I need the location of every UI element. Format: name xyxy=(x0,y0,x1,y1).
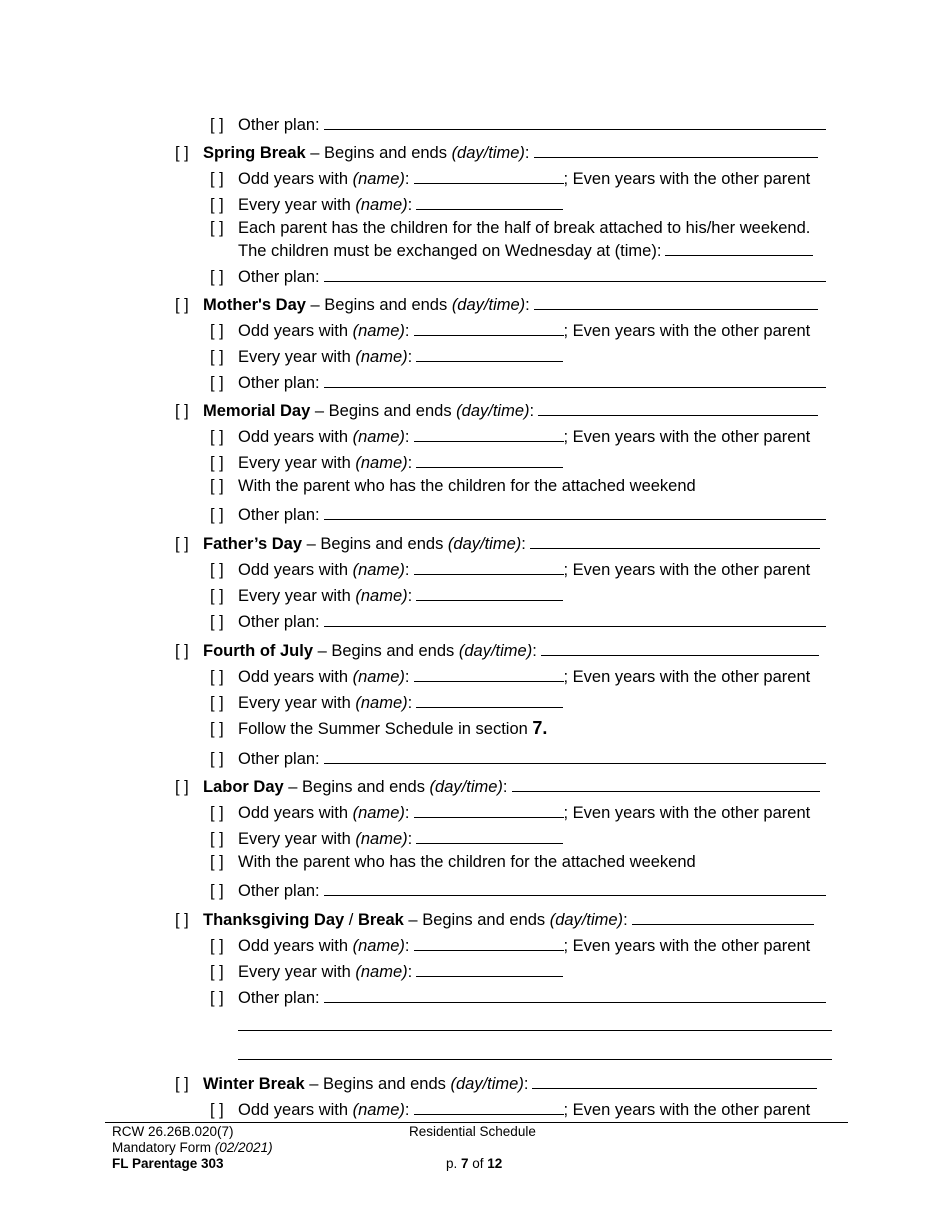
holiday-name: Labor Day xyxy=(203,778,284,796)
footer-form-date: (02/2021) xyxy=(214,1140,273,1155)
checkbox[interactable]: [ ] xyxy=(210,830,224,848)
name-field[interactable] xyxy=(414,318,564,336)
day-time-field[interactable] xyxy=(541,638,819,656)
hint: (day/time) xyxy=(549,911,624,929)
colon: : xyxy=(407,196,413,214)
fourth-of-july-row xyxy=(175,638,819,661)
hint: (name) xyxy=(352,428,405,446)
checkbox[interactable]: [ ] xyxy=(175,778,189,796)
label: Odd years with xyxy=(238,937,349,955)
other-plan-row xyxy=(210,112,826,135)
other-plan-row xyxy=(210,502,826,525)
name-field[interactable] xyxy=(416,192,563,210)
label: Follow the Summer Schedule in section xyxy=(238,720,533,738)
label: Odd years with xyxy=(238,322,349,340)
hint: (name) xyxy=(355,830,408,848)
checkbox[interactable]: [ ] xyxy=(210,477,224,495)
checkbox[interactable]: [ ] xyxy=(175,1075,189,1093)
label: Other plan: xyxy=(238,268,320,286)
name-field[interactable] xyxy=(414,557,564,575)
label: Every year with xyxy=(238,454,351,472)
label: Each parent has the children for the half of break attached to his/her weekend. xyxy=(238,219,811,237)
checkbox[interactable]: [ ] xyxy=(175,402,189,420)
name-field[interactable] xyxy=(414,933,564,951)
section-ref: 7. xyxy=(532,718,548,738)
holiday-name: Mother's Day xyxy=(203,296,306,314)
hint: (name) xyxy=(352,804,405,822)
colon: : xyxy=(407,830,413,848)
other-plan-row xyxy=(210,878,826,901)
odd-years-row xyxy=(210,166,810,189)
colon: : xyxy=(529,402,535,420)
colon: : xyxy=(523,1075,529,1093)
colon: : xyxy=(404,937,410,955)
other-plan-field[interactable] xyxy=(324,746,826,764)
hint: (name) xyxy=(352,170,405,188)
label: Odd years with xyxy=(238,170,349,188)
begins-ends-label: – Begins and ends xyxy=(304,1075,451,1093)
other-plan-row xyxy=(210,985,826,1008)
label: Every year with xyxy=(238,196,351,214)
thanksgiving-row xyxy=(175,907,814,930)
summer-schedule-row xyxy=(210,718,547,739)
label: Other plan: xyxy=(238,989,320,1007)
page-current: 7 xyxy=(461,1156,469,1171)
label: ; Even years with the other parent xyxy=(563,561,811,579)
other-plan-field[interactable] xyxy=(324,370,826,388)
odd-years-row xyxy=(210,424,810,447)
every-year-row xyxy=(210,826,563,849)
label: Every year with xyxy=(238,830,351,848)
checkbox[interactable]: [ ] xyxy=(210,374,224,392)
name-field[interactable] xyxy=(414,664,564,682)
hint: (name) xyxy=(352,668,405,686)
colon: : xyxy=(623,911,628,929)
separator: / xyxy=(344,911,358,929)
colon: : xyxy=(407,454,413,472)
hint: (name) xyxy=(352,561,405,579)
hint: (day/time) xyxy=(450,1075,524,1093)
hint: (name) xyxy=(352,322,405,340)
day-time-field[interactable] xyxy=(534,292,818,310)
checkbox[interactable]: [ ] xyxy=(210,1101,224,1119)
name-field[interactable] xyxy=(416,690,563,708)
label: Odd years with xyxy=(238,1101,349,1119)
every-year-row xyxy=(210,192,563,215)
begins-ends-label: – Begins and ends xyxy=(305,144,452,162)
checkbox[interactable]: [ ] xyxy=(175,296,189,314)
hint: (day/time) xyxy=(456,402,530,420)
label: ; Even years with the other parent xyxy=(563,170,811,188)
begins-ends-label: – Begins and ends xyxy=(403,911,550,929)
holiday-name: Winter Break xyxy=(203,1075,305,1093)
label: Other plan: xyxy=(238,882,320,900)
colon: : xyxy=(524,144,530,162)
day-time-field[interactable] xyxy=(632,907,814,925)
day-time-field[interactable] xyxy=(530,531,820,549)
label: Every year with xyxy=(238,694,351,712)
every-year-row xyxy=(210,450,563,473)
mothers-day-row xyxy=(175,292,818,315)
odd-years-row xyxy=(210,933,810,956)
name-field[interactable] xyxy=(416,450,563,468)
checkbox[interactable]: [ ] xyxy=(210,116,224,134)
colon: : xyxy=(532,642,537,660)
hint: (day/time) xyxy=(429,778,503,796)
hint: (name) xyxy=(355,963,408,981)
label: Every year with xyxy=(238,348,351,366)
checkbox[interactable]: [ ] xyxy=(210,613,224,631)
label: Other plan: xyxy=(238,613,320,631)
hint: (name) xyxy=(352,1101,405,1119)
colon: : xyxy=(502,778,508,796)
colon: : xyxy=(521,535,526,553)
holiday-name: Fourth of July xyxy=(203,642,313,660)
day-time-field[interactable] xyxy=(534,140,818,158)
checkbox[interactable]: [ ] xyxy=(210,937,224,955)
checkbox[interactable]: [ ] xyxy=(210,587,224,605)
hint: (name) xyxy=(355,348,408,366)
label: Odd years with xyxy=(238,428,349,446)
checkbox[interactable]: [ ] xyxy=(210,348,224,366)
every-year-row xyxy=(210,583,563,606)
other-plan-field[interactable] xyxy=(324,112,826,130)
name-field[interactable] xyxy=(414,424,564,442)
every-year-row xyxy=(210,690,563,713)
colon: : xyxy=(404,428,410,446)
name-field[interactable] xyxy=(414,166,564,184)
checkbox[interactable]: [ ] xyxy=(175,642,189,660)
hint: (day/time) xyxy=(458,642,533,660)
colon: : xyxy=(404,561,410,579)
label: With the parent who has the children for the attached weekend xyxy=(238,853,696,871)
name-field[interactable] xyxy=(414,1097,564,1115)
half-break-row xyxy=(210,218,810,238)
label: With the parent who has the children for the attached weekend xyxy=(238,477,696,495)
footer-mandatory-form xyxy=(112,1140,273,1156)
holiday-name: Memorial Day xyxy=(203,402,311,420)
other-plan-row xyxy=(210,609,826,632)
hint: (day/time) xyxy=(451,144,525,162)
colon: : xyxy=(404,804,410,822)
page-prefix: p. xyxy=(446,1156,462,1171)
checkbox[interactable]: [ ] xyxy=(175,911,189,929)
attached-weekend-row xyxy=(210,476,696,496)
checkbox[interactable]: [ ] xyxy=(210,561,224,579)
colon: : xyxy=(404,322,410,340)
holiday-name-break: Break xyxy=(357,911,404,929)
day-time-field[interactable] xyxy=(538,398,818,416)
colon: : xyxy=(407,587,413,605)
odd-years-row xyxy=(210,800,810,823)
checkbox[interactable]: [ ] xyxy=(210,322,224,340)
other-plan-field[interactable] xyxy=(324,264,826,282)
odd-years-row xyxy=(210,664,810,687)
other-plan-field[interactable] xyxy=(324,878,826,896)
name-field[interactable] xyxy=(414,800,564,818)
other-plan-row xyxy=(210,370,826,393)
label: Every year with xyxy=(238,963,351,981)
checkbox[interactable]: [ ] xyxy=(210,668,224,686)
label: Other plan: xyxy=(238,750,320,768)
holiday-name: Spring Break xyxy=(203,144,306,162)
begins-ends-label: – Begins and ends xyxy=(305,296,452,314)
hint: (day/time) xyxy=(447,535,522,553)
colon: : xyxy=(407,348,413,366)
page-total: 12 xyxy=(487,1156,503,1171)
name-field[interactable] xyxy=(416,344,563,362)
name-field[interactable] xyxy=(416,959,563,977)
holiday-name: Father’s Day xyxy=(203,535,303,553)
other-plan-field[interactable] xyxy=(324,985,826,1003)
colon: : xyxy=(404,1101,410,1119)
label: Other plan: xyxy=(238,506,320,524)
day-time-field[interactable] xyxy=(532,1071,817,1089)
label: ; Even years with the other parent xyxy=(563,804,811,822)
hint: (name) xyxy=(352,937,405,955)
every-year-row xyxy=(210,344,563,367)
footer-label: Mandatory Form xyxy=(112,1140,215,1155)
fathers-day-row xyxy=(175,531,820,554)
checkbox[interactable]: [ ] xyxy=(210,428,224,446)
odd-years-row xyxy=(210,557,810,580)
begins-ends-label: – Begins and ends xyxy=(310,402,457,420)
odd-years-row xyxy=(210,318,810,341)
begins-ends-label: – Begins and ends xyxy=(302,535,448,553)
checkbox[interactable]: [ ] xyxy=(210,170,224,188)
colon: : xyxy=(407,694,413,712)
checkbox[interactable]: [ ] xyxy=(210,989,224,1007)
footer-rcw: RCW 26.26B.020(7) xyxy=(112,1124,234,1139)
checkbox[interactable]: [ ] xyxy=(210,853,224,871)
memorial-day-row xyxy=(175,398,818,421)
begins-ends-label: – Begins and ends xyxy=(313,642,459,660)
day-time-field[interactable] xyxy=(512,774,820,792)
footer-rule xyxy=(105,1122,848,1123)
checkbox[interactable]: [ ] xyxy=(210,506,224,524)
colon: : xyxy=(407,963,413,981)
every-year-row xyxy=(210,959,563,982)
other-plan-field[interactable] xyxy=(324,609,826,627)
checkbox[interactable]: [ ] xyxy=(210,219,224,237)
checkbox[interactable]: [ ] xyxy=(210,720,224,738)
holiday-name: Thanksgiving Day xyxy=(203,911,345,929)
spring-break-row xyxy=(175,140,818,163)
labor-day-row xyxy=(175,774,820,797)
other-plan-extra-line[interactable] xyxy=(238,1059,832,1060)
label: Other plan: xyxy=(238,116,320,134)
odd-years-row xyxy=(210,1097,810,1120)
checkbox[interactable]: [ ] xyxy=(210,804,224,822)
other-plan-extra-line[interactable] xyxy=(238,1030,832,1031)
checkbox[interactable]: [ ] xyxy=(175,535,189,553)
checkbox[interactable]: [ ] xyxy=(210,268,224,286)
page-of: of xyxy=(468,1156,488,1171)
hint: (name) xyxy=(355,454,408,472)
other-plan-field[interactable] xyxy=(324,502,826,520)
label: Odd years with xyxy=(238,561,349,579)
winter-break-row xyxy=(175,1071,817,1094)
label: Other plan: xyxy=(238,374,320,392)
name-field[interactable] xyxy=(416,583,563,601)
footer-page-number xyxy=(446,1156,502,1172)
name-field[interactable] xyxy=(416,826,563,844)
checkbox[interactable]: [ ] xyxy=(210,882,224,900)
time-field[interactable] xyxy=(665,238,813,256)
checkbox[interactable]: [ ] xyxy=(210,196,224,214)
other-plan-row xyxy=(210,746,826,769)
footer-form-id: FL Parentage 303 xyxy=(112,1156,224,1171)
checkbox[interactable]: [ ] xyxy=(210,694,224,712)
colon: : xyxy=(525,296,530,314)
hint: (name) xyxy=(355,694,408,712)
label: ; Even years with the other parent xyxy=(563,668,811,686)
label: ; Even years with the other parent xyxy=(563,1101,811,1119)
label: Odd years with xyxy=(238,804,349,822)
checkbox[interactable]: [ ] xyxy=(210,454,224,472)
hint: (name) xyxy=(355,196,408,214)
label: Every year with xyxy=(238,587,351,605)
label: The children must be exchanged on Wednesday at (time): xyxy=(238,242,662,260)
label: ; Even years with the other parent xyxy=(563,428,811,446)
label: ; Even years with the other parent xyxy=(563,937,811,955)
checkbox[interactable]: [ ] xyxy=(210,750,224,768)
attached-weekend-row xyxy=(210,852,696,872)
other-plan-row xyxy=(210,264,826,287)
footer-title: Residential Schedule xyxy=(409,1124,536,1139)
colon: : xyxy=(404,668,410,686)
label: Odd years with xyxy=(238,668,349,686)
colon: : xyxy=(404,170,410,188)
hint: (name) xyxy=(355,587,408,605)
begins-ends-label: – Begins and ends xyxy=(283,778,430,796)
checkbox[interactable]: [ ] xyxy=(210,963,224,981)
hint: (day/time) xyxy=(451,296,526,314)
label: ; Even years with the other parent xyxy=(563,322,811,340)
checkbox[interactable]: [ ] xyxy=(175,144,189,162)
half-break-row-cont xyxy=(238,238,813,261)
